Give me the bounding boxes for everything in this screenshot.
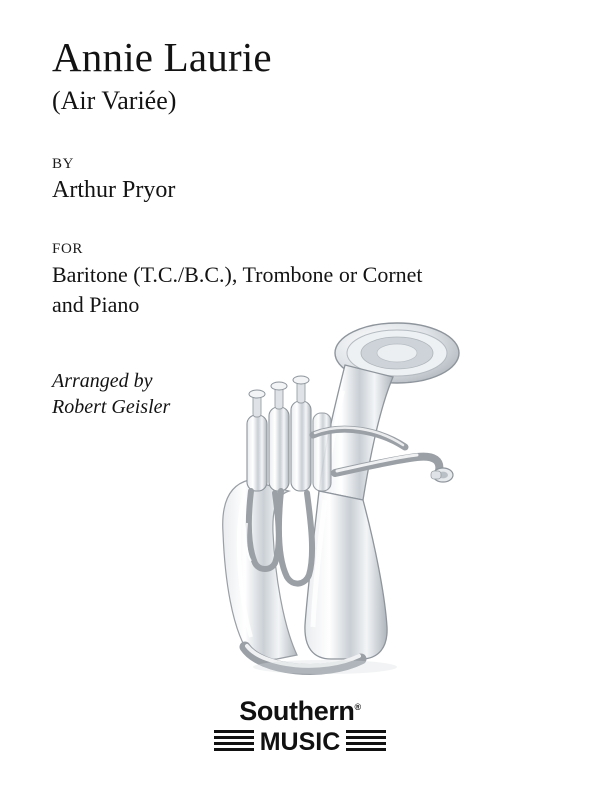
arranger-name: Robert Geisler (52, 395, 171, 418)
publisher-logo (0, 696, 600, 756)
page-subtitle: (Air Variée) (52, 86, 177, 116)
logo-stripes (214, 728, 386, 756)
by-label: BY (52, 156, 75, 173)
publisher-name-text: Southern (239, 696, 355, 726)
arranger-block (52, 368, 482, 420)
cover-text-block (52, 36, 482, 420)
instrumentation-block (52, 241, 482, 319)
publisher-word-music: MUSIC (254, 728, 347, 757)
for-label: FOR (52, 241, 83, 258)
instrument-main-tube (305, 491, 387, 659)
registered-mark: ® (354, 702, 361, 712)
publisher-name (239, 696, 361, 727)
page-title: Annie Laurie (52, 34, 272, 80)
composer-block (52, 156, 482, 205)
instrumentation-text: Baritone (T.C./B.C.), Trombone or Cornet and Piano (52, 262, 423, 317)
instrument-mouthpiece (431, 468, 453, 482)
composer-name: Arthur Pryor (52, 177, 176, 204)
arranged-by-label: Arranged by (52, 369, 153, 392)
